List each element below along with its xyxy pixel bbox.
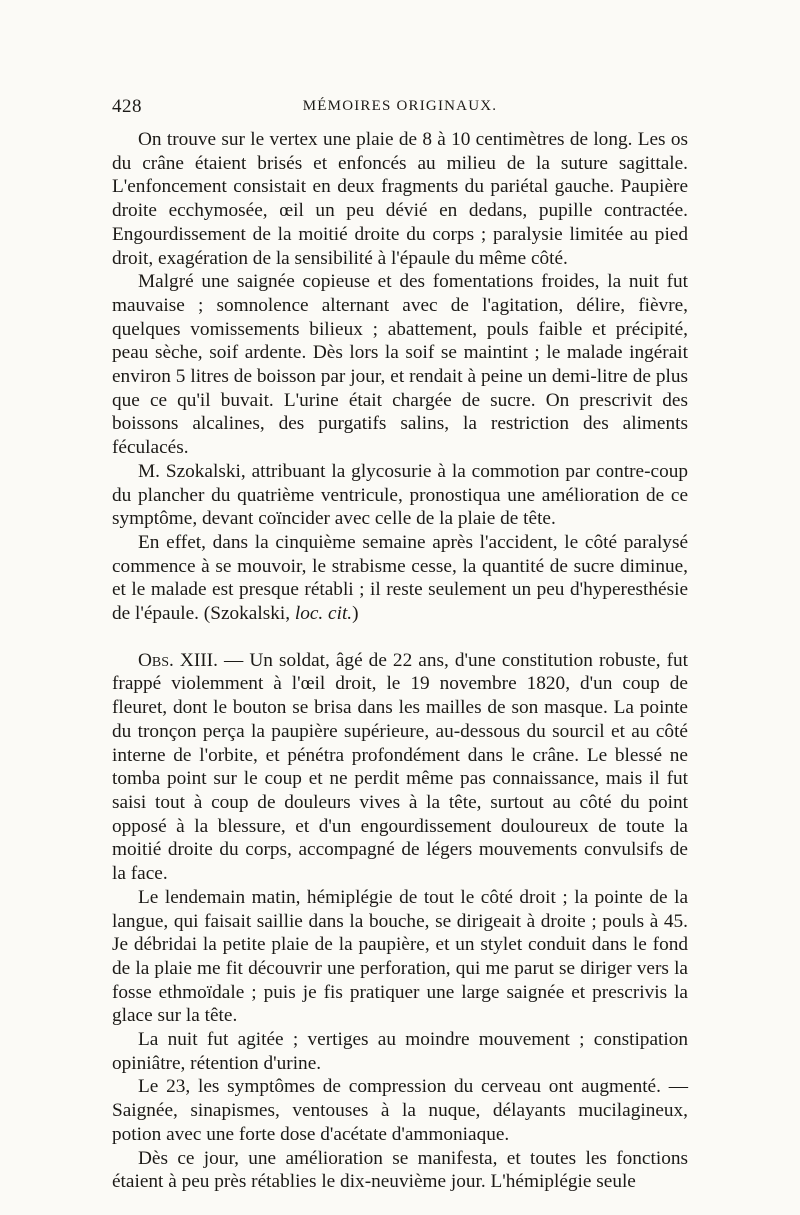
citation-abbreviation: loc. cit. bbox=[294, 603, 353, 625]
paragraph-text: En effet, dans la cinquième semaine après l'accident, le côté paralysé commence à se mouvoir, le strabisme cesse, la quantité de sucre diminue, et le malade est presque rétabli ; il reste seulement un peu d'hyperesthésie de l'épaule. (Szokalski, bbox=[112, 531, 688, 625]
paragraph: M. Szokalski, attribuant la glycosurie à la commotion par contre-coup du plancher du quatrième ventricule, pronostiqua une amélioration de ce symptôme, devant coïncider avec celle de la plaie de tête. bbox=[112, 460, 688, 530]
page-number: 428 bbox=[112, 96, 142, 117]
paragraph: Le lendemain matin, hémiplégie de tout le côté droit ; la pointe de la langue, qui faisait saillie dans la bouche, se dirigeait à droite ; pouls à 45. Je débridai la petite plaie de la paupière, et un stylet conduit dans le fond de la plaie me fit découvrir une perforation, qui me parut se diriger vers la fosse ethmoïdale ; puis je fis pratiquer une large saignée et prescrivis la glace sur la tête. bbox=[112, 886, 688, 1027]
running-header bbox=[112, 96, 688, 122]
paragraph: Malgré une saignée copieuse et des fomentations froides, la nuit fut mauvaise ; somnolence alternant avec de l'agitation, délire, fièvre, quelques vomissements bilieux ; abattement, pouls faible et précipité, peau sèche, soif ardente. Dès lors la soif se maintint ; le malade ingérait environ 5 litres de boisson par jour, et rendait à peine un demi-litre de plus que ce qu'il buvait. L'urine était chargée de sucre. On prescrivit des boissons alcalines, des purgatifs salins, la restriction des aliments féculacés. bbox=[112, 271, 688, 459]
paragraph-with-citation bbox=[112, 531, 688, 626]
paragraph: La nuit fut agitée ; vertiges au moindre mouvement ; constipation opiniâtre, rétention d'urine. bbox=[112, 1029, 688, 1074]
citation-close: ) bbox=[352, 603, 359, 625]
paragraph: On trouve sur le vertex une plaie de 8 à 10 centimètres de long. Les os du crâne étaient brisés et enfoncés au milieu de la suture sagittale. L'enfoncement consistait en deux fragments du pariétal gauche. Paupière droite ecchymosée, œil un peu dévié en dedans, pupille contractée. Engourdissement de la moitié droite du corps ; paralysie limitée au pied droit, exagération de la sensibilité à l'épaule du même côté. bbox=[112, 129, 688, 269]
body-text bbox=[112, 128, 688, 1194]
paragraph: Dès ce jour, une amélioration se manifesta, et toutes les fonctions étaient à peu près rétablies le dix-neuvième jour. L'hémiplégie seule bbox=[112, 1147, 688, 1193]
observation-label: Obs. XIII. bbox=[138, 649, 218, 671]
observation-text: — Un soldat, âgé de 22 ans, d'une constitution robuste, fut frappé violemment à l'œil droit, le 19 novembre 1820, d'un coup de fleuret, dont le bouton se brisa dans les mailles de son masque. La pointe du tronçon perça la paupière supérieure, au-dessous du sourcil et au côté interne de l'orbite, et pénétra profondément dans le crâne. Le blessé ne tomba point sur le coup et ne perdit même pas connaissance, mais il fut saisi tout à coup de douleurs vives à la tête, surtout au côté du point opposé à la blessure, et d'un engourdissement douloureux de toute la moitié droite du corps, accompagné de légers mouvements convulsifs de la face. bbox=[112, 649, 688, 885]
observation-paragraph bbox=[112, 649, 688, 886]
running-title: MÉMOIRES ORIGINAUX. bbox=[302, 98, 498, 114]
paragraph: Le 23, les symptômes de compression du cerveau ont augmenté. — Saignée, sinapismes, ventouses à la nuque, délayants mucilagineux, potion avec une forte dose d'acétate d'ammoniaque. bbox=[112, 1076, 688, 1145]
